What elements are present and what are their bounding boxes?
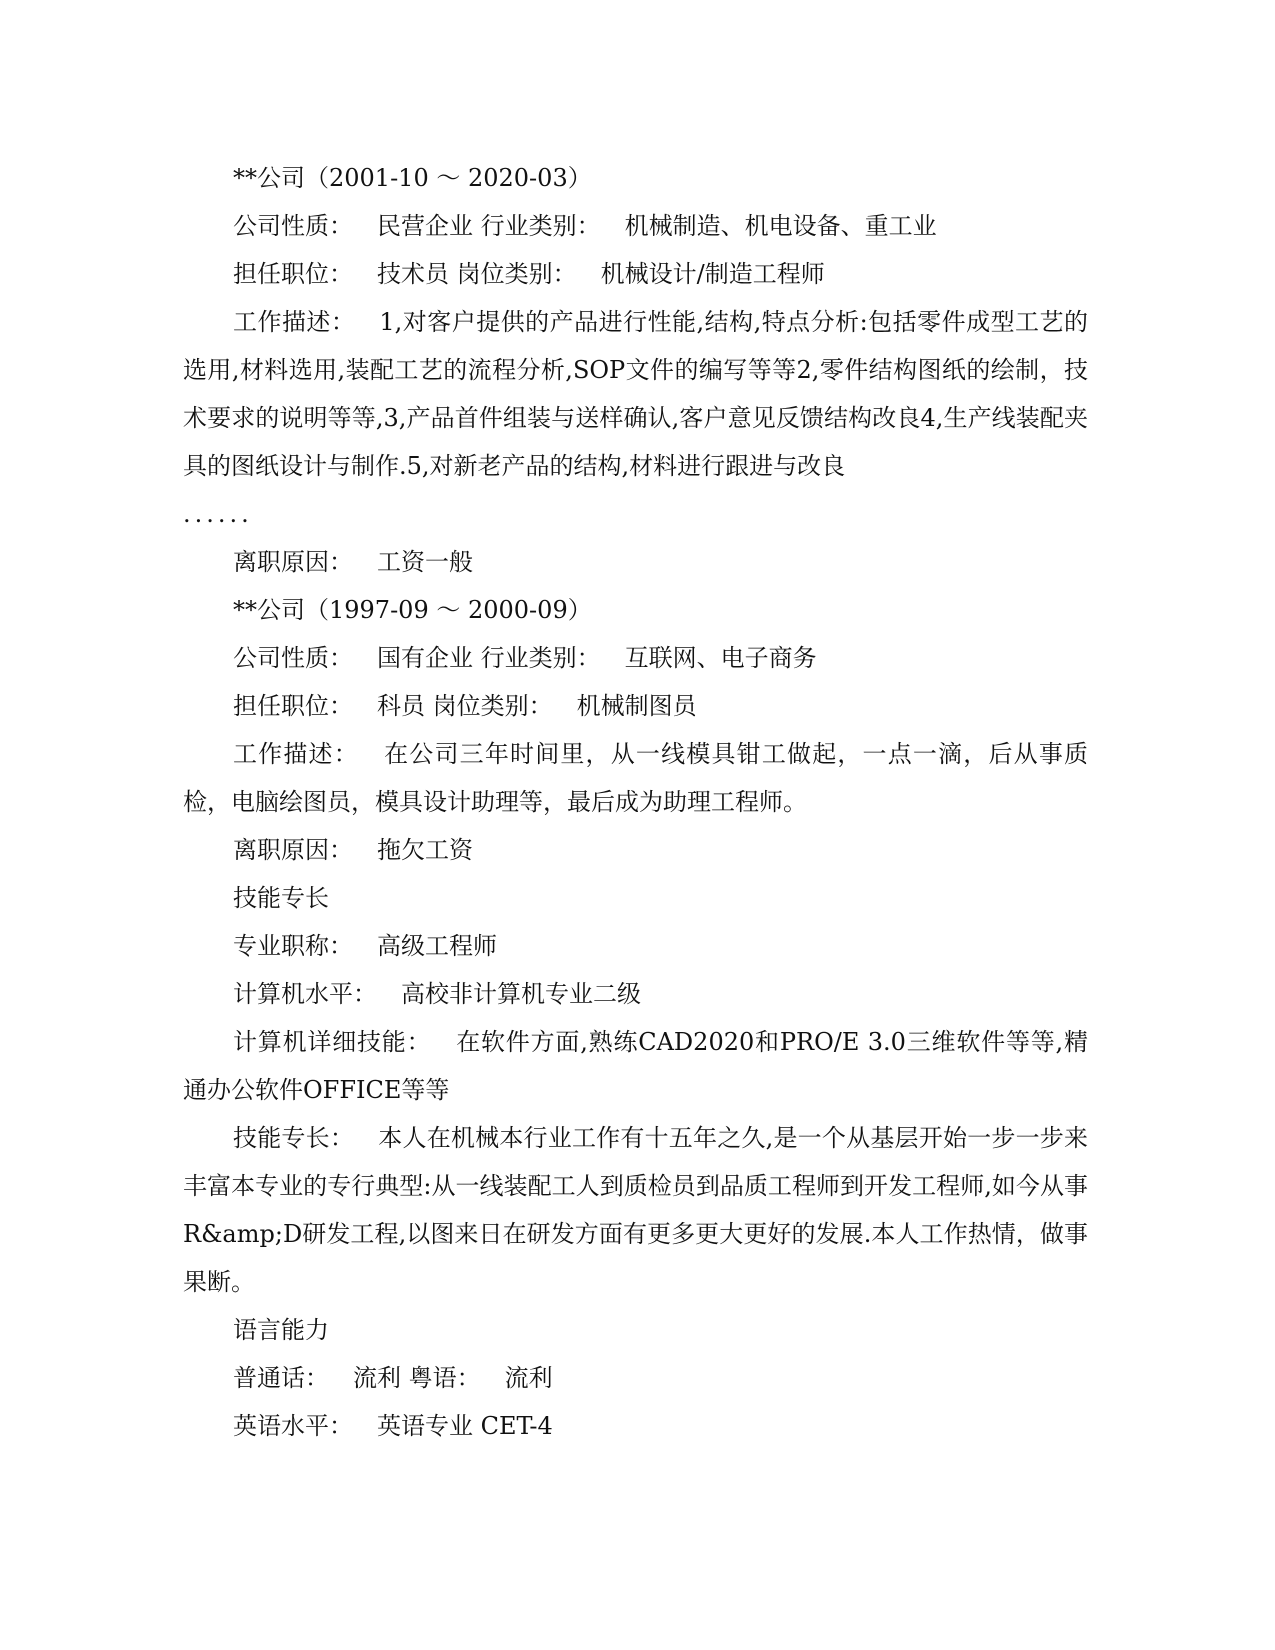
computer-detail-row <box>183 1018 1088 1114</box>
job-2-industry-value: 互联网、电子商务 <box>624 644 817 672</box>
english-label: 英语水平： <box>233 1412 353 1440</box>
job-2-leave-row <box>183 826 1088 874</box>
job-2-leave-value: 拖欠工资 <box>377 836 473 864</box>
job-1-leave-row <box>183 538 1088 586</box>
job-1-desc-label: 工作描述： <box>233 308 356 336</box>
professional-title-row <box>183 922 1088 970</box>
mandarin-label: 普通话： <box>233 1364 329 1392</box>
specialty-row <box>183 1114 1088 1306</box>
job-2-position-label: 担任职位： <box>233 692 353 720</box>
job-1-position-value: 技术员 <box>377 260 449 288</box>
computer-level-label: 计算机水平： <box>233 980 377 1008</box>
cantonese-label: 粤语： <box>408 1364 481 1392</box>
computer-detail-value: 在软件方面,熟练CAD2020和PRO/E 3.0三维软件等等,精通办公软件OFFICE等等 <box>183 1028 1088 1104</box>
job-1-nature-value: 民营企业 <box>377 212 473 240</box>
job-1-position-row <box>183 250 1088 298</box>
job-2-nature-value: 国有企业 <box>377 644 473 672</box>
job-1-leave-label: 离职原因： <box>233 548 353 576</box>
job-2-category-value: 机械制图员 <box>576 692 697 720</box>
cantonese-value: 流利 <box>504 1364 553 1392</box>
job-2-nature-label: 公司性质： <box>233 644 353 672</box>
computer-level-row <box>183 970 1088 1018</box>
job-1-category-value: 机械设计/制造工程师 <box>600 260 825 288</box>
job-1-leave-value: 工资一般 <box>377 548 473 576</box>
job-2-description <box>183 730 1088 826</box>
job-1-industry-label: 行业类别： <box>480 212 601 240</box>
job-2-company: **公司（1997-09 ～ 2000-09） <box>233 596 592 624</box>
job-2-nature-row <box>183 634 1088 682</box>
job-1-desc-value: 1,对客户提供的产品进行性能,结构,特点分析:包括零件成型工艺的选用,材料选用,装配工艺的流程分析,SOP文件的编写等等2,零件结构图纸的绘制，技术要求的说明等等,3,产品首件组装与送样确认,客户意见反馈结构改良4,生产线装配夹具的图纸设计与制作.5,对新老产品的结构,材料进行跟进与改良 <box>183 308 1089 480</box>
job-1-desc-tail: ...... <box>183 500 253 528</box>
job-2-desc-value: 在公司三年时间里，从一线模具钳工做起，一点一滴，后从事质检，电脑绘图员，模具设计助理等，最后成为助理工程师。 <box>183 740 1089 816</box>
job-1-nature-row <box>183 202 1088 250</box>
specialty-value: 本人在机械本行业工作有十五年之久,是一个从基层开始一步一步来丰富本专业的专行典型:从一线装配工人到质检员到品质工程师到开发工程师,如今从事R&amp;D研发工程,以图来日在研发方面有更多更大更好的发展.本人工作热情，做事果断。 <box>183 1124 1088 1296</box>
professional-title-value: 高级工程师 <box>377 932 497 960</box>
job-2-category-label: 岗位类别： <box>432 692 553 720</box>
specialty-label: 技能专长： <box>233 1124 355 1152</box>
mandarin-value: 流利 <box>353 1364 401 1392</box>
english-value: 英语专业 CET-4 <box>377 1412 553 1440</box>
job-1-company: **公司（2001-10 ～ 2020-03） <box>233 164 592 192</box>
job-1-nature-label: 公司性质： <box>233 212 353 240</box>
job-1-industry-value: 机械制造、机电设备、重工业 <box>624 212 937 240</box>
job-2-position-value: 科员 <box>377 692 425 720</box>
job-1-description <box>183 298 1088 490</box>
job-1-category-label: 岗位类别： <box>456 260 577 288</box>
skills-heading: 技能专长 <box>233 884 329 912</box>
job-2-leave-label: 离职原因： <box>233 836 353 864</box>
job-2-industry-label: 行业类别： <box>480 644 601 672</box>
computer-detail-label: 计算机详细技能： <box>233 1028 432 1056</box>
language-heading: 语言能力 <box>233 1316 329 1344</box>
job-1-position-label: 担任职位： <box>233 260 353 288</box>
professional-title-label: 专业职称： <box>233 932 353 960</box>
job-2-desc-label: 工作描述： <box>233 740 359 768</box>
spoken-language-row <box>183 1354 1088 1402</box>
job-2-position-row <box>183 682 1088 730</box>
resume-content <box>183 154 1088 1450</box>
computer-level-value: 高校非计算机专业二级 <box>401 980 641 1008</box>
english-level-row <box>183 1402 1088 1450</box>
